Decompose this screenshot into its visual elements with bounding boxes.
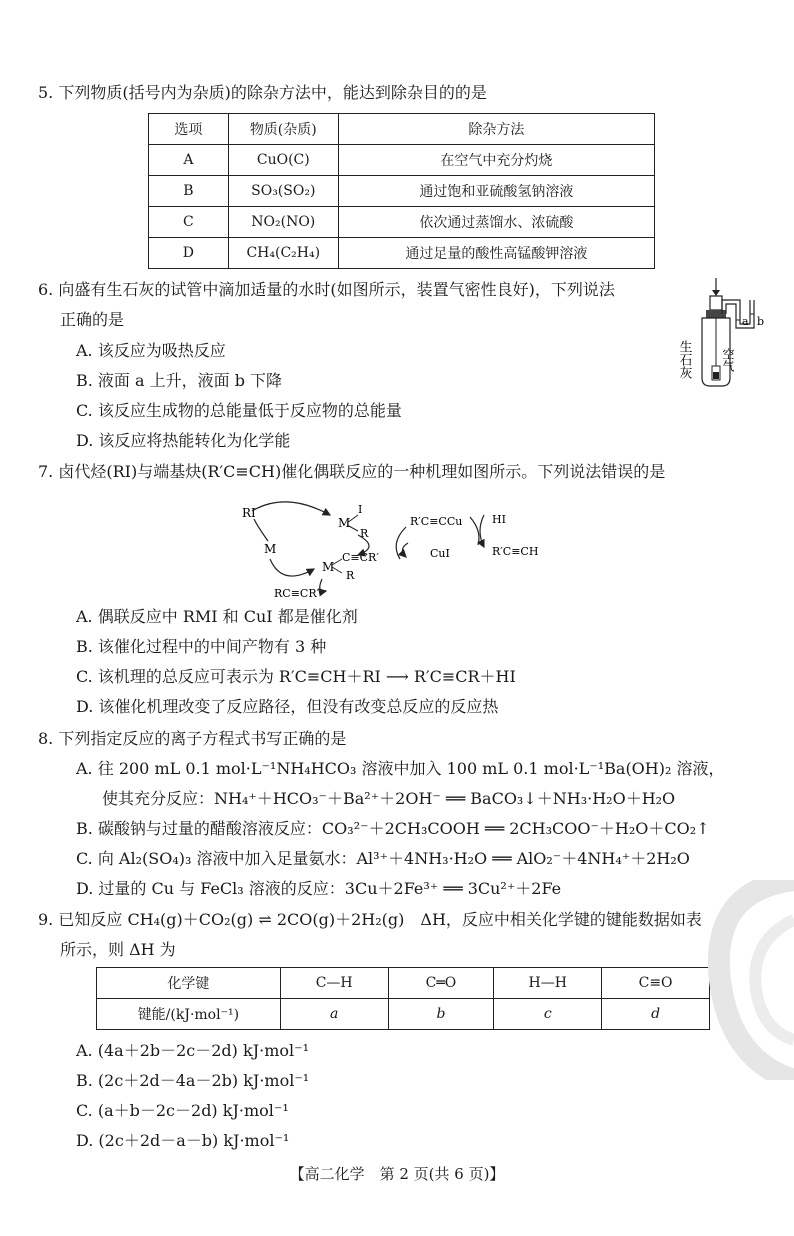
table-cell: A bbox=[149, 145, 229, 176]
table-row bbox=[149, 238, 655, 269]
q7-option-c: C. 该机理的总反应可表示为 R′C≡CH＋RI ⟶ R′C≡CR＋HI bbox=[76, 667, 516, 686]
mech-mc: M bbox=[322, 560, 335, 574]
mech-r2: R bbox=[346, 569, 355, 582]
watermark-decoration bbox=[690, 880, 794, 1080]
mech-cucu: R′C≡CCu bbox=[410, 515, 463, 528]
table-cell: 在空气中充分灼烧 bbox=[338, 145, 654, 176]
table-cell: 通过足量的酸性高锰酸钾溶液 bbox=[338, 238, 654, 269]
q8-option-c: C. 向 Al₂(SO₄)₃ 溶液中加入足量氨水：Al³⁺＋4NH₃·H₂O ══ AlO₂⁻＋4NH₄⁺＋2H₂O bbox=[76, 849, 690, 868]
table-header-row bbox=[97, 968, 710, 999]
q8-option-d: D. 过量的 Cu 与 FeCl₃ 溶液的反应：3Cu＋2Fe³⁺ ══ 3Cu²⁺＋2Fe bbox=[76, 879, 562, 898]
mech-mi: M bbox=[338, 516, 351, 530]
table-cell: C bbox=[149, 207, 229, 238]
q7-stem: 7. 卤代烃(RI)与端基炔(R′C≡CH)催化偶联反应的一种机理如图所示。下列说法错误的是 bbox=[38, 462, 666, 481]
table-cell: 通过饱和亚硫酸氢钠溶液 bbox=[338, 176, 654, 207]
label-quicklime: 生石灰 bbox=[676, 340, 692, 379]
mech-product: RC≡CR′ bbox=[274, 587, 320, 600]
table-cell: CH₄(C₂H₄) bbox=[228, 238, 338, 269]
q5-stem: 5. 下列物质(括号内为杂质)的除杂方法中，能达到除杂目的的是 bbox=[38, 83, 487, 102]
table-cell: d bbox=[602, 999, 710, 1030]
q9-option-d: D. (2c＋2d－a－b) kJ·mol⁻¹ bbox=[76, 1131, 290, 1150]
q9-option-c: C. (a＋b－2c－2d) kJ·mol⁻¹ bbox=[76, 1101, 289, 1120]
label-b: b bbox=[757, 315, 765, 328]
mech-r1: R bbox=[360, 527, 369, 540]
q9-stem-line1: 9. 已知反应 CH₄(g)＋CO₂(g) ⇌ 2CO(g)＋2H₂(g) ΔH，反应中相关化学键的键能数据如表 bbox=[38, 910, 702, 929]
q9-table bbox=[96, 967, 710, 1030]
mech-ri: RI bbox=[242, 506, 256, 520]
label-a: a bbox=[742, 315, 749, 328]
table-cell: CuO(C) bbox=[228, 145, 338, 176]
q7-option-a: A. 偶联反应中 RMI 和 CuI 都是催化剂 bbox=[76, 607, 358, 626]
table-row bbox=[149, 207, 655, 238]
q8-option-a-cont: 使其充分反应：NH₄⁺＋HCO₃⁻＋Ba²⁺＋2OH⁻ ══ BaCO₃↓＋NH₃·H₂O＋H₂O bbox=[102, 789, 676, 808]
table-cell: SO₃(SO₂) bbox=[228, 176, 338, 207]
q8-option-a: A. 往 200 mL 0.1 mol·L⁻¹NH₄HCO₃ 溶液中加入 100 mL 0.1 mol·L⁻¹Ba(OH)₂ 溶液， bbox=[76, 759, 725, 778]
table-row bbox=[149, 176, 655, 207]
q6-option-a: A. 该反应为吸热反应 bbox=[76, 341, 226, 360]
q6-stem-line2: 正确的是 bbox=[60, 310, 125, 329]
q7-option-d: D. 该催化机理改变了反应路径，但没有改变总反应的反应热 bbox=[76, 697, 499, 716]
table-header: 除杂方法 bbox=[338, 114, 654, 145]
mech-hi: HI bbox=[492, 513, 506, 526]
table-header: 物质(杂质) bbox=[228, 114, 338, 145]
table-header: H—H bbox=[494, 968, 602, 999]
table-cell: c bbox=[494, 999, 602, 1030]
table-header: 选项 bbox=[149, 114, 229, 145]
q8-stem: 8. 下列指定反应的离子方程式书写正确的是 bbox=[38, 729, 347, 748]
label-air: 空气 bbox=[721, 348, 735, 372]
table-row bbox=[97, 999, 710, 1030]
page-footer: 【高二化学 第 2 页(共 6 页)】 bbox=[289, 1165, 505, 1183]
table-cell: NO₂(NO) bbox=[228, 207, 338, 238]
table-cell: 键能/(kJ·mol⁻¹) bbox=[97, 999, 281, 1030]
mech-ccr: C≡CR′ bbox=[342, 551, 379, 564]
table-cell: D bbox=[149, 238, 229, 269]
q5-table bbox=[148, 113, 655, 269]
q9-stem-line2: 所示，则 ΔH 为 bbox=[60, 940, 176, 959]
q6-stem-line1: 6. 向盛有生石灰的试管中滴加适量的水时(如图所示，装置气密性良好)，下列说法 bbox=[38, 280, 615, 299]
table-cell: a bbox=[280, 999, 388, 1030]
table-cell: 依次通过蒸馏水、浓硫酸 bbox=[338, 207, 654, 238]
q9-option-a: A. (4a＋2b－2c－2d) kJ·mol⁻¹ bbox=[76, 1041, 309, 1060]
mech-i: I bbox=[358, 503, 363, 516]
q6-option-b: B. 液面 a 上升，液面 b 下降 bbox=[76, 371, 283, 390]
q8-option-b: B. 碳酸钠与过量的醋酸溶液反应：CO₃²⁻＋2CH₃COOH ══ 2CH₃COO⁻＋H₂O＋CO₂↑ bbox=[76, 819, 710, 838]
q6-option-d: D. 该反应将热能转化为化学能 bbox=[76, 431, 291, 450]
table-cell: b bbox=[388, 999, 494, 1030]
q7-option-b: B. 该催化过程中的中间产物有 3 种 bbox=[76, 637, 327, 656]
q6-option-c: C. 该反应生成物的总能量低于反应物的总能量 bbox=[76, 401, 402, 420]
q9-option-b: B. (2c＋2d－4a－2b) kJ·mol⁻¹ bbox=[76, 1071, 310, 1090]
table-header: C═O bbox=[388, 968, 494, 999]
mech-alkyne: R′C≡CH bbox=[492, 545, 539, 558]
table-header-row bbox=[149, 114, 655, 145]
mech-m: M bbox=[264, 542, 277, 556]
table-header: C—H bbox=[280, 968, 388, 999]
table-header: C≡O bbox=[602, 968, 710, 999]
q6-apparatus-figure bbox=[670, 274, 770, 394]
mech-cui: CuI bbox=[430, 547, 450, 560]
table-cell: B bbox=[149, 176, 229, 207]
table-row bbox=[149, 145, 655, 176]
table-header: 化学键 bbox=[97, 968, 281, 999]
q7-mechanism-diagram bbox=[230, 497, 570, 603]
